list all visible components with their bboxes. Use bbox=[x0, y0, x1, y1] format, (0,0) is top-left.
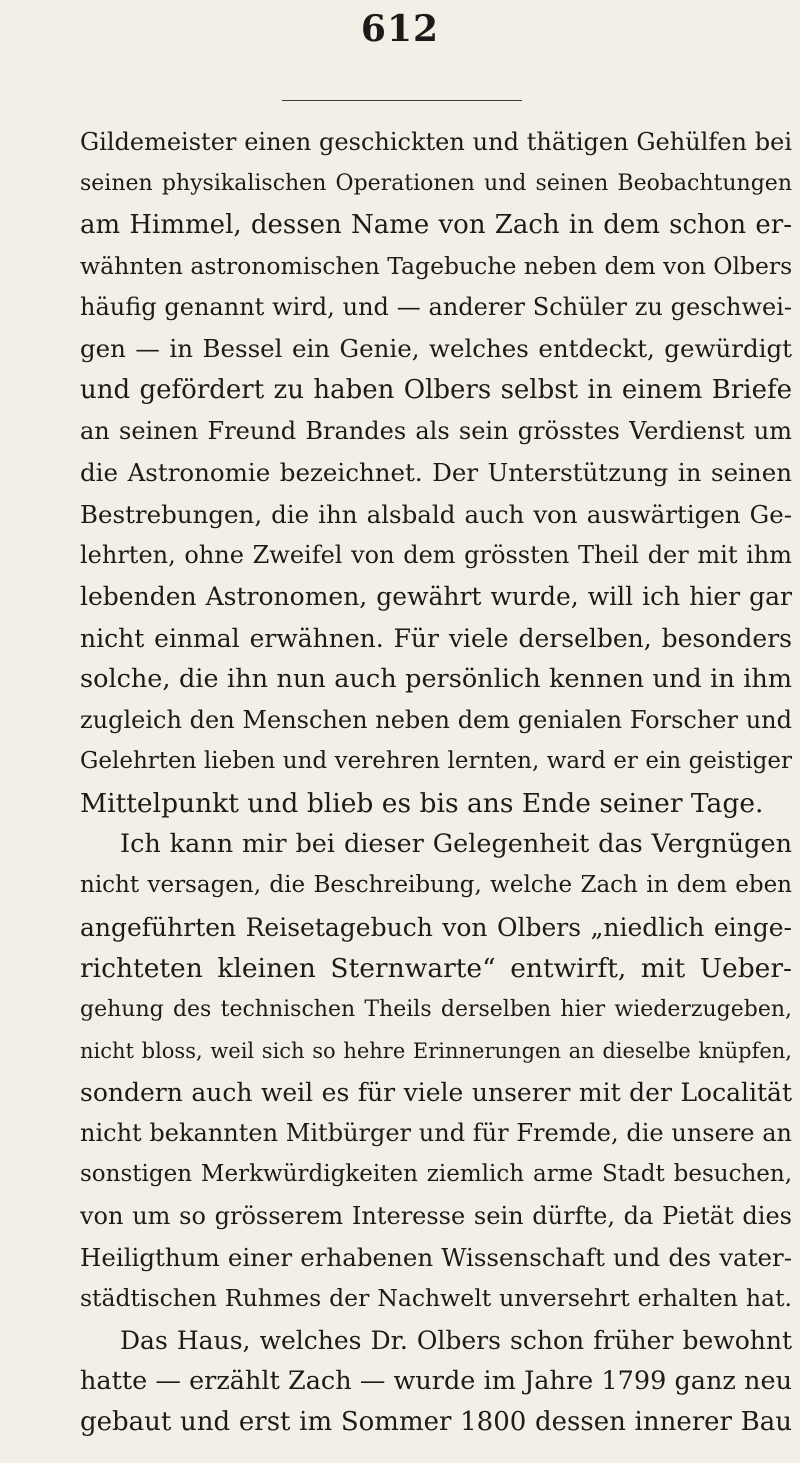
text-line: Bestrebungen, die ihn alsbald auch von auswärtigen Ge- bbox=[80, 499, 792, 529]
page-number: 612 bbox=[360, 8, 440, 50]
text-line: Das Haus, welches Dr. Olbers schon früher bewohnt bbox=[120, 1325, 792, 1355]
text-line: von um so grösserem Interesse sein dürfte, da Pietät dies bbox=[80, 1201, 792, 1230]
text-line: nicht einmal erwähnen. Für viele derselben, besonders bbox=[80, 623, 792, 653]
text-line: zugleich den Menschen neben dem genialen Forscher und bbox=[80, 706, 792, 735]
text-line: hatte — erzählt Zach — wurde im Jahre 1799 ganz neu bbox=[80, 1365, 792, 1396]
text-line: seinen physikalischen Operationen und seinen Beobachtungen bbox=[80, 171, 792, 197]
text-line: lebenden Astronomen, gewährt wurde, will ich hier gar bbox=[80, 582, 792, 612]
text-line: sondern auch weil es für viele unserer mit der Localität bbox=[80, 1077, 792, 1107]
header-rule bbox=[282, 100, 522, 101]
text-line: angeführten Reisetagebuch von Olbers „niedlich einge- bbox=[80, 912, 792, 942]
text-line: städtischen Ruhmes der Nachwelt unversehrt erhalten hat. bbox=[80, 1284, 792, 1313]
text-line: Heiligthum einer erhabenen Wissenschaft und des vater- bbox=[80, 1243, 792, 1273]
text-line: häufig genannt wird, und — anderer Schüler zu geschwei- bbox=[80, 293, 792, 322]
text-line: Gelehrten lieben und verehren lernten, ward er ein geistiger bbox=[80, 748, 792, 775]
text-line: nicht bekannten Mitbürger und für Fremde, die unsere an bbox=[80, 1119, 792, 1148]
text-line: solche, die ihn nun auch persönlich kennen und in ihm bbox=[80, 663, 792, 694]
text-line: nicht versagen, die Beschreibung, welche Zach in dem eben bbox=[80, 872, 792, 899]
text-line: Gildemeister einen geschickten und thätigen Gehülfen bei bbox=[80, 128, 792, 156]
text-line: sonstigen Merkwürdigkeiten ziemlich arme Stadt besuchen, bbox=[80, 1161, 792, 1188]
body-text bbox=[80, 122, 792, 1444]
text-line: gehung des technischen Theils derselben hier wiederzugeben, bbox=[80, 997, 792, 1023]
text-line: an seinen Freund Brandes als sein grösstes Verdienst um bbox=[80, 417, 792, 446]
text-line: Mittelpunkt und blieb es bis ans Ende seiner Tage. bbox=[80, 787, 764, 819]
text-line: wähnten astronomischen Tagebuche neben dem von Olbers bbox=[80, 251, 793, 280]
text-line: gebaut und erst im Sommer 1800 dessen innerer Bau bbox=[80, 1407, 792, 1438]
text-line: Ich kann mir bei dieser Gelegenheit das Vergnügen bbox=[120, 829, 792, 860]
text-line: richteten kleinen Sternwarte“ entwirft, mit Ueber- bbox=[80, 952, 792, 984]
text-line: gen — in Bessel ein Genie, welches entdeckt, gewürdigt bbox=[80, 334, 792, 364]
text-line: nicht bloss, weil sich so hehre Erinnerungen an dieselbe knüpfen, bbox=[80, 1038, 792, 1063]
text-line: die Astronomie bezeichnet. Der Unterstützung in seinen bbox=[80, 458, 792, 488]
text-line: und gefördert zu haben Olbers selbst in einem Briefe bbox=[80, 374, 792, 405]
text-line: am Himmel, dessen Name von Zach in dem schon er- bbox=[80, 209, 792, 240]
text-line: lehrten, ohne Zweifel von dem grössten Theil der mit ihm bbox=[80, 540, 792, 569]
